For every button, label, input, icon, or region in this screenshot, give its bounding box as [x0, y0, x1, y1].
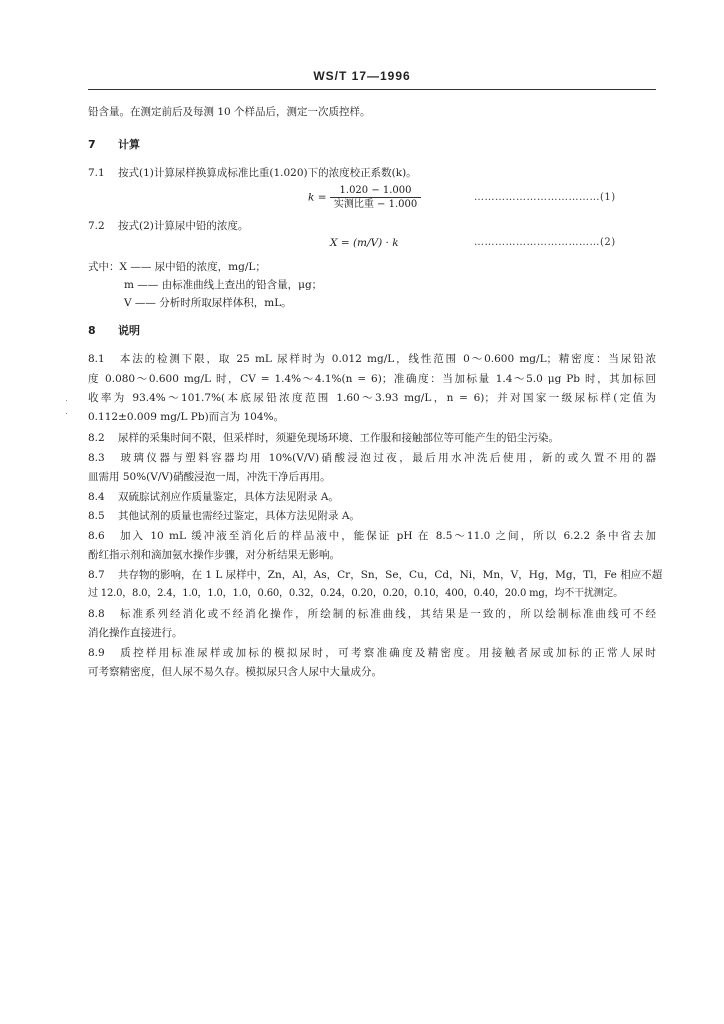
clause-text: 加入 10 mL 缓冲液至消化后的样品液中，能保证 pH 在 8.5～11.0 之间，所以 6.2.2 条中省去加: [118, 530, 656, 542]
clause-number: 8.8: [88, 608, 105, 620]
clause-text: 标准系列经消化或不经消化操作，所绘制的标准曲线，其结果是一致的，所以绘制标准曲线可不经: [118, 608, 656, 620]
clause-8-8-line-2: 消化操作直接进行。: [88, 627, 183, 639]
clause-number: 8.9: [88, 647, 105, 659]
formula-fraction: [330, 184, 421, 211]
clause-8-1-line-3: 收率为 93.4%～101.7%(本底尿铅浓度范围 1.60～3.93 mg/L，n = 6)；并对国家一级尿标样(定值为: [88, 392, 656, 404]
clause-8-3-line-1: [88, 451, 656, 465]
clause-number: 7.2: [88, 220, 105, 232]
clause-8-6-line-2: 酚红指示剂和滴加氨水操作步骤，对分析结果无影响。: [88, 549, 340, 561]
formula-1: [308, 184, 421, 211]
formula-1-leader: ………………………………(1): [474, 192, 616, 203]
clause-number: 8.3: [88, 452, 105, 464]
clause-8-9-line-2: 可考察精密度，但人尿不易久存。模拟尿只含人尿中大量成分。: [88, 666, 382, 678]
text-line: 铅含量。在测定前后及每测 10 个样品后，测定一次质控样。: [88, 106, 371, 118]
clause-number: 8.6: [88, 530, 105, 542]
clause-text: 质控样用标准尿样或加标的模拟尿时，可考察准确度及精密度。用接触者尿或加标的正常人尿时: [118, 647, 656, 659]
formula-lhs: k =: [308, 191, 327, 204]
clause-7-2: [88, 219, 656, 233]
clause-8-8-line-1: [88, 607, 656, 621]
fraction-numerator: 1.020 − 1.000: [330, 184, 421, 198]
section-7-heading: [88, 138, 656, 152]
clause-8-4: [88, 490, 656, 504]
section-title: 说明: [118, 324, 140, 337]
definition-v: V —— 分析时所取尿样体积，mL。: [124, 297, 292, 309]
definition-m: m —— 由标准曲线上查出的铅含量，μg；: [124, 279, 323, 291]
section-number: 7: [88, 138, 96, 151]
clause-text: 按式(1)计算尿样换算成标准比重(1.020)下的浓度校正系数(k)。: [118, 167, 417, 179]
clause-number: 8.2: [88, 432, 105, 444]
clause-text: 其他试剂的质量也需经过鉴定，具体方法见附录 A。: [118, 510, 360, 522]
clause-text: 玻璃仪器与塑料容器均用 10%(V/V)硝酸浸泡过夜，最后用水冲洗后使用，新的或久置不用的器: [118, 452, 656, 464]
clause-text: 尿样的采集时间不限，但采样时，须避免现场环境、工作服和接触部位等可能产生的铅尘污染。: [118, 432, 559, 444]
formula-2-leader: ………………………………(2): [474, 237, 616, 248]
formula-2: [330, 236, 399, 250]
clause-number: 7.1: [88, 167, 105, 179]
clause-8-9-line-1: [88, 646, 656, 660]
clause-text: 按式(2)计算尿中铅的浓度。: [118, 220, 249, 232]
where-lead: 式中：: [88, 261, 120, 273]
clause-8-2: [88, 431, 656, 445]
section-number: 8: [88, 324, 96, 337]
clause-number: 8.5: [88, 510, 105, 522]
section-title: 计算: [118, 138, 140, 151]
header-rule: [88, 89, 656, 90]
clause-8-1-line-2: 度 0.080～0.600 mg/L 时，CV = 1.4%～4.1%(n = 6)；准确度：当加标量 1.4～5.0 μg Pb 时，其加标回: [88, 373, 656, 385]
fraction-denominator: 实测比重 − 1.000: [333, 199, 418, 210]
clause-8-3-line-2: 皿需用 50%(V/V)硝酸浸泡一周，冲洗干净后再用。: [88, 471, 331, 483]
standard-code-header: WS/T 17—1996: [313, 69, 411, 83]
clause-8-1-line-1: [88, 352, 656, 366]
scan-speck: [66, 413, 67, 414]
formula-expression: X = (m/V) · k: [330, 237, 399, 249]
scan-speck: [66, 400, 67, 401]
clause-8-5: [88, 509, 656, 523]
clause-text: 双硫腙试剂应作质量鉴定，具体方法见附录 A。: [118, 491, 339, 503]
clause-8-1-line-4: 0.112±0.009 mg/L Pb)而言为 104%。: [88, 411, 285, 423]
section-8-heading: [88, 324, 656, 338]
paragraph-line: [88, 105, 656, 119]
clause-text: 共存物的影响，在 1 L 尿样中，Zn，Al，As，Cr，Sn，Se，Cu，Cd，Ni，Mn，V，Hg，Mg，Tl，Fe 相应不超: [118, 569, 663, 581]
definition-x: X —— 尿中铅的浓度，mg/L；: [119, 261, 266, 273]
clause-7-1: [88, 166, 656, 180]
clause-8-7-line-2: 过 12.0，8.0，2.4，1.0，1.0，1.0，0.60，0.32，0.24，0.20，0.20，0.10，400，0.40，20.0 mg，均不干扰测定。: [88, 588, 624, 599]
where-clause: [88, 260, 656, 274]
clause-8-7-line-1: [88, 568, 663, 582]
clause-number: 8.7: [88, 569, 105, 581]
clause-text: 本法的检测下限，取 25 mL 尿样时为 0.012 mg/L，线性范围 0～0.600 mg/L；精密度：当尿铅浓: [118, 353, 656, 365]
clause-8-6-line-1: [88, 529, 656, 543]
clause-number: 8.4: [88, 491, 105, 503]
clause-number: 8.1: [88, 353, 105, 365]
